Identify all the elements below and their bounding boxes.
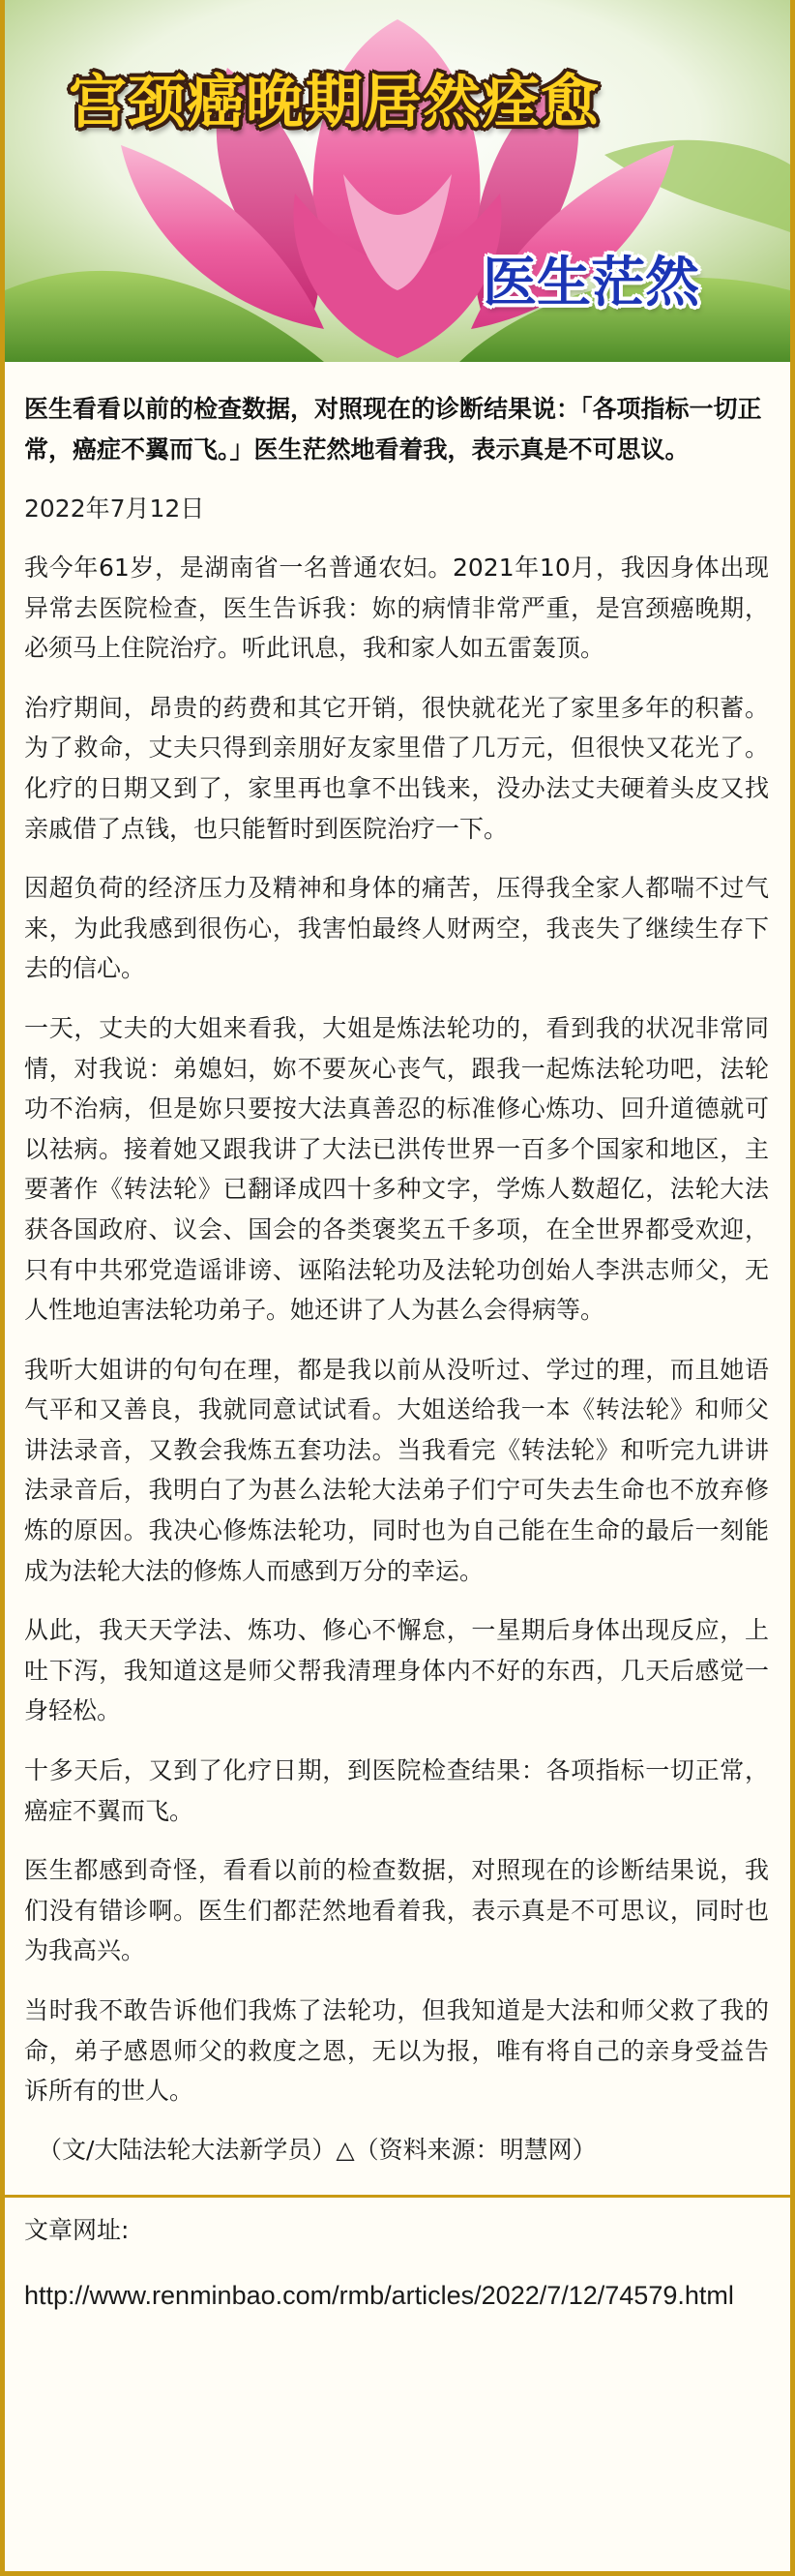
body-paragraph: 我听大姐讲的句句在理，都是我以前从没听过、学过的理，而且她语气平和又善良，我就同意试试看。大姐送给我一本《转法轮》和师父讲法录音，又教会我炼五套功法。当我看完《转法轮》和听完九讲讲法录音后，我明白了为甚么法轮大法弟子们宁可失去生命也不放弃修炼的原因。我决心修炼法轮功，同时也为自己能在生命的最后一刻能成为法轮大法的修炼人而感到万分的幸运。 bbox=[24, 1355, 769, 1585]
body-paragraph: 我今年61岁，是湖南省一名普通农妇。2021年10月，我因身体出现异常去医院检查，医生告诉我：妳的病情非常严重，是宫颈癌晚期，必须马上住院治疗。听此讯息，我和家人如五雷轰顶。 bbox=[24, 554, 769, 663]
banner-title: 宫颈癌晚期居然痊愈 bbox=[69, 69, 600, 136]
source-label: 文章网址: bbox=[24, 2215, 130, 2244]
banner-subtitle: 医生茫然 bbox=[483, 252, 699, 315]
body-paragraph: 治疗期间，昂贵的药费和其它开销，很快就花光了家里多年的积蓄。为了救命，丈夫只得到亲朋好友家里借了几万元，但很快又花光了。化疗的日期又到了，家里再也拿不出钱来，没办法丈夫硬着头皮又找亲戚借了点钱，也只能暂时到医院治疗一下。 bbox=[24, 693, 769, 843]
source-section bbox=[5, 2198, 790, 2321]
body-paragraph: 从此，我天天学法、炼功、修心不懈怠，一星期后身体出现反应，上吐下泻，我知道这是师父帮我清理身体内不好的东西，几天后感觉一身轻松。 bbox=[24, 1616, 769, 1725]
article-credit: （文/大陆法轮大法新学员）△（资料来源：明慧网） bbox=[38, 2135, 597, 2164]
article-date: 2022年7月12日 bbox=[24, 494, 205, 523]
body-paragraph: 医生都感到奇怪，看看以前的检查数据，对照现在的诊断结果说，我们没有错诊啊。医生们都茫然地看着我，表示真是不可思议，同时也为我高兴。 bbox=[24, 1856, 769, 1965]
article-body bbox=[5, 362, 790, 2170]
body-paragraph: 一天，丈夫的大姐来看我，大姐是炼法轮功的，看到我的状况非常同情，对我说：弟媳妇，妳不要灰心丧气，跟我一起炼法轮功吧，法轮功不治病，但是妳只要按大法真善忍的标准修心炼功、回升道德就可以祛病。接着她又跟我讲了大法已洪传世界一百多个国家和地区，主要著作《转法轮》已翻译成四十多种文字，学炼人数超亿，法轮大法获各国政府、议会、国会的各类褒奖五千多项，在全世界都受欢迎，只有中共邪党造谣诽谤、诬陷法轮功及法轮功创始人李洪志师父，无人性地迫害法轮功弟子。她还讲了人为甚么会得病等。 bbox=[24, 1013, 769, 1325]
lead-paragraph: 医生看看以前的检查数据，对照现在的诊断结果说：「各项指标一切正常，癌症不翼而飞。」医生茫然地看着我，表示真是不可思议。 bbox=[24, 395, 762, 464]
header-banner bbox=[5, 0, 790, 362]
body-paragraph: 十多天后，又到了化疗日期，到医院检查结果：各项指标一切正常，癌症不翼而飞。 bbox=[24, 1756, 769, 1825]
body-paragraph: 当时我不敢告诉他们我炼了法轮功，但我知道是大法和师父救了我的命，弟子感恩师父的救度之恩，无以为报，唯有将自己的亲身受益告诉所有的世人。 bbox=[24, 1996, 769, 2106]
body-paragraph: 因超负荷的经济压力及精神和身体的痛苦，压得我全家人都喘不过气来，为此我感到很伤心，我害怕最终人财两空，我丧失了继续生存下去的信心。 bbox=[24, 874, 769, 983]
source-url-link[interactable]: http://www.renminbao.com/rmb/articles/2022/7/12/74579.html bbox=[24, 2280, 734, 2310]
